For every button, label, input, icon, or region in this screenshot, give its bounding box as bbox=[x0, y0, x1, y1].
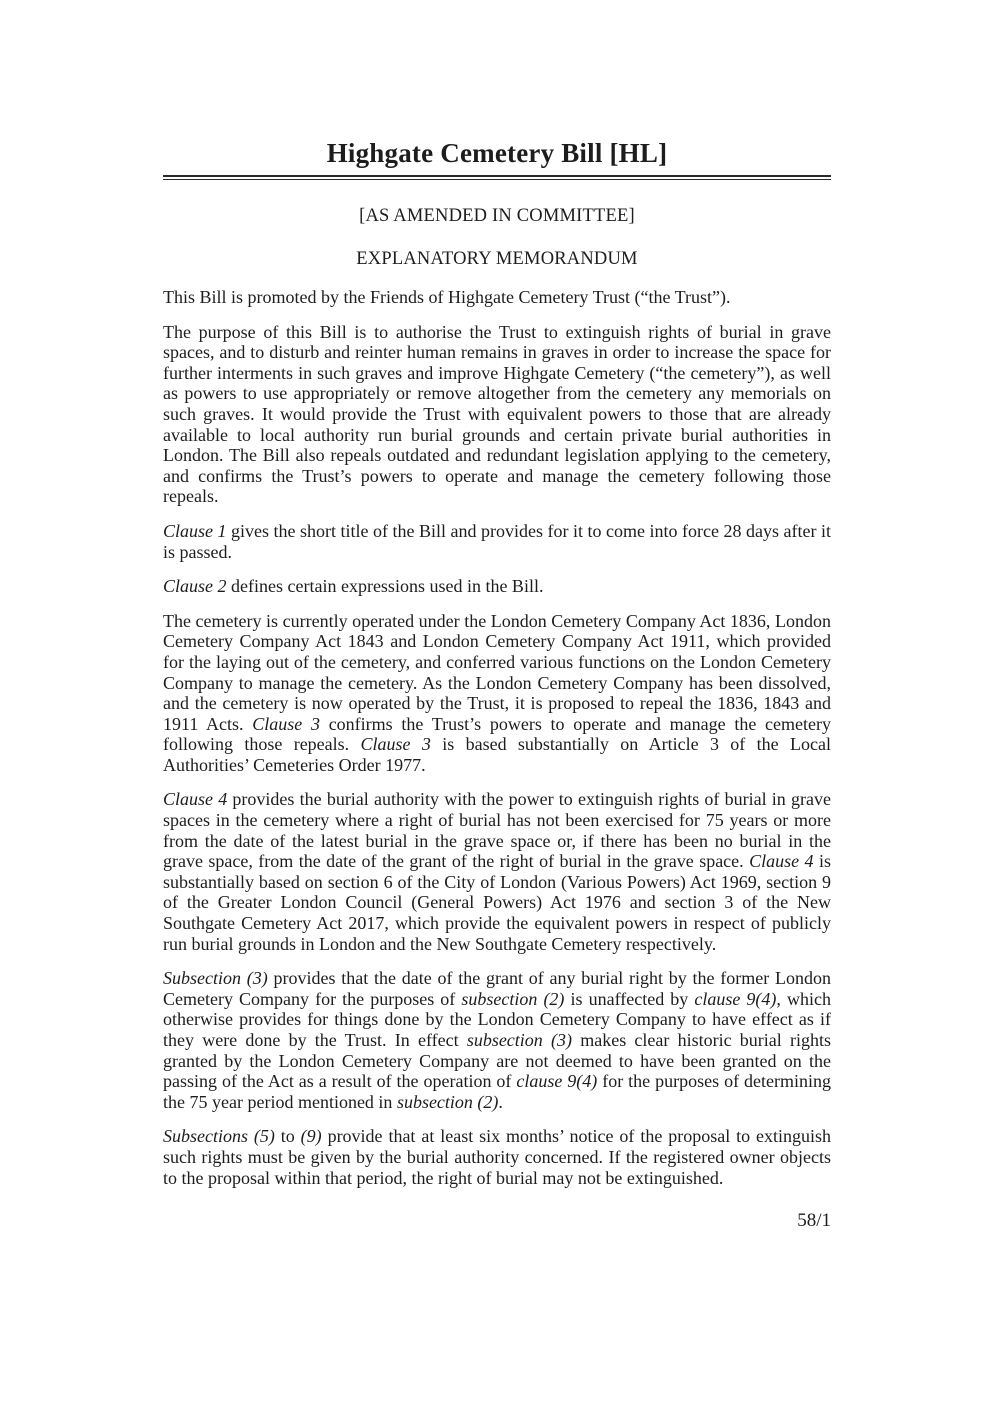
italic-term: Clause 3 bbox=[360, 734, 431, 755]
paragraph-clause-2: Clause 2 defines certain expressions used in the Bill. bbox=[163, 576, 544, 597]
paragraph-clause-3: The cemetery is currently operated under the London Cemetery Company Act 1836, London Cemetery Company Act 1843 and London Cemetery Company Act 1911, which provided for the laying out of the cemetery, and conferred various functions on the London Cemetery Company to manage the cemetery. As the London Cemetery Company has been dissolved, and the cemetery is now operated by the Trust, it is proposed to repeal the 1836, 1843 and 1911 Acts. Clause 3 confirms the Trust’s powers to operate and manage the cemetery following those repeals. Clause 3 is based substantially on Article 3 of the Local Authorities’ Cemeteries Order 1977. bbox=[163, 610, 831, 775]
paragraph-clause-1: Clause 1 gives the short title of the Bill and provides for it to come into force 28 days after it is passed. bbox=[163, 520, 831, 562]
italic-term: (9) bbox=[300, 1126, 322, 1147]
italic-term: Clause 4 bbox=[163, 789, 228, 810]
paragraph-clause-4: Clause 4 provides the burial authority with the power to extinguish rights of burial in grave spaces in the cemetery where a right of burial has not been exercised for 75 years or more from the date of the latest burial in the grave space or, if there has been no burial in the grave space, from the date of the grant of the right of burial in the grave space. Clause 4 is substantially based on section 6 of the City of London (Various Powers) Act 1969, section 9 of the Greater London Council (General Powers) Act 1976 and section 3 of the New Southgate Cemetery Act 2017, which provide the equivalent powers in respect of publicly run burial grounds in London and the New Southgate Cemetery respectively. bbox=[163, 789, 831, 954]
page-number: 58/1 bbox=[797, 1210, 831, 1231]
italic-term: clause 9(4) bbox=[516, 1071, 598, 1092]
italic-term: Clause 3 bbox=[252, 713, 320, 734]
amended-in-committee-line: [AS AMENDED IN COMMITTEE] bbox=[359, 206, 635, 226]
italic-term: clause 9(4) bbox=[694, 988, 777, 1009]
document-content bbox=[163, 0, 831, 1202]
italic-term: Clause 2 bbox=[163, 576, 227, 597]
paragraph-subsection-3: Subsection (3) provides that the date of the grant of any burial right by the former London Cemetery Company for the purposes of subsection (2) is unaffected by clause 9(4), which otherwise provides for things done by the London Cemetery Company to have effect as if they were done by the Trust. In effect subsection (3) makes clear historic burial rights granted by the London Cemetery Company are not deemed to have been granted on the passing of the Act as a result of the operation of clause 9(4) for the purposes of determining the 75 year period mentioned in subsection (2). bbox=[163, 968, 832, 1112]
explanatory-memorandum-heading: EXPLANATORY MEMORANDUM bbox=[356, 249, 638, 269]
paragraph-purpose: The purpose of this Bill is to authorise the Trust to extinguish rights of burial in grave spaces, and to disturb and reinter human remains in graves in order to increase the space for further interments in such graves and improve Highgate Cemetery (“the cemetery”), as well as powers to use appropriately or remove altogether from the cemetery any memorials on such graves. It would provide the Trust with equivalent powers to those that are already available to local authority run burial grounds and certain private burial authorities in London. The Bill also repeals outdated and redundant legislation applying to the cemetery, and confirms the Trust’s powers to operate and manage the cemetery following those repeals. bbox=[163, 321, 831, 507]
paragraph-subsections-5-to-9: Subsections (5) to (9) provide that at least six months’ notice of the proposal to extinguish such rights must be given by the burial authority concerned. If the registered owner objects to the proposal within that period, the right of burial may not be extinguished. bbox=[163, 1126, 831, 1188]
memorandum-body bbox=[163, 287, 831, 1188]
italic-term: subsection (2) bbox=[396, 1091, 499, 1112]
page-title: Highgate Cemetery Bill [HL] bbox=[326, 138, 668, 168]
italic-term: subsection (3) bbox=[466, 1030, 573, 1050]
title-double-rule bbox=[163, 175, 831, 180]
italic-term: subsection (2) bbox=[461, 988, 565, 1009]
paragraph-promoter: This Bill is promoted by the Friends of Highgate Cemetery Trust (“the Trust”). bbox=[163, 287, 731, 307]
italic-term: Subsections (5) bbox=[163, 1126, 275, 1147]
italic-term: Clause 1 bbox=[163, 520, 227, 541]
italic-term: Subsection (3) bbox=[163, 968, 268, 989]
italic-term: Clause 4 bbox=[749, 851, 814, 872]
